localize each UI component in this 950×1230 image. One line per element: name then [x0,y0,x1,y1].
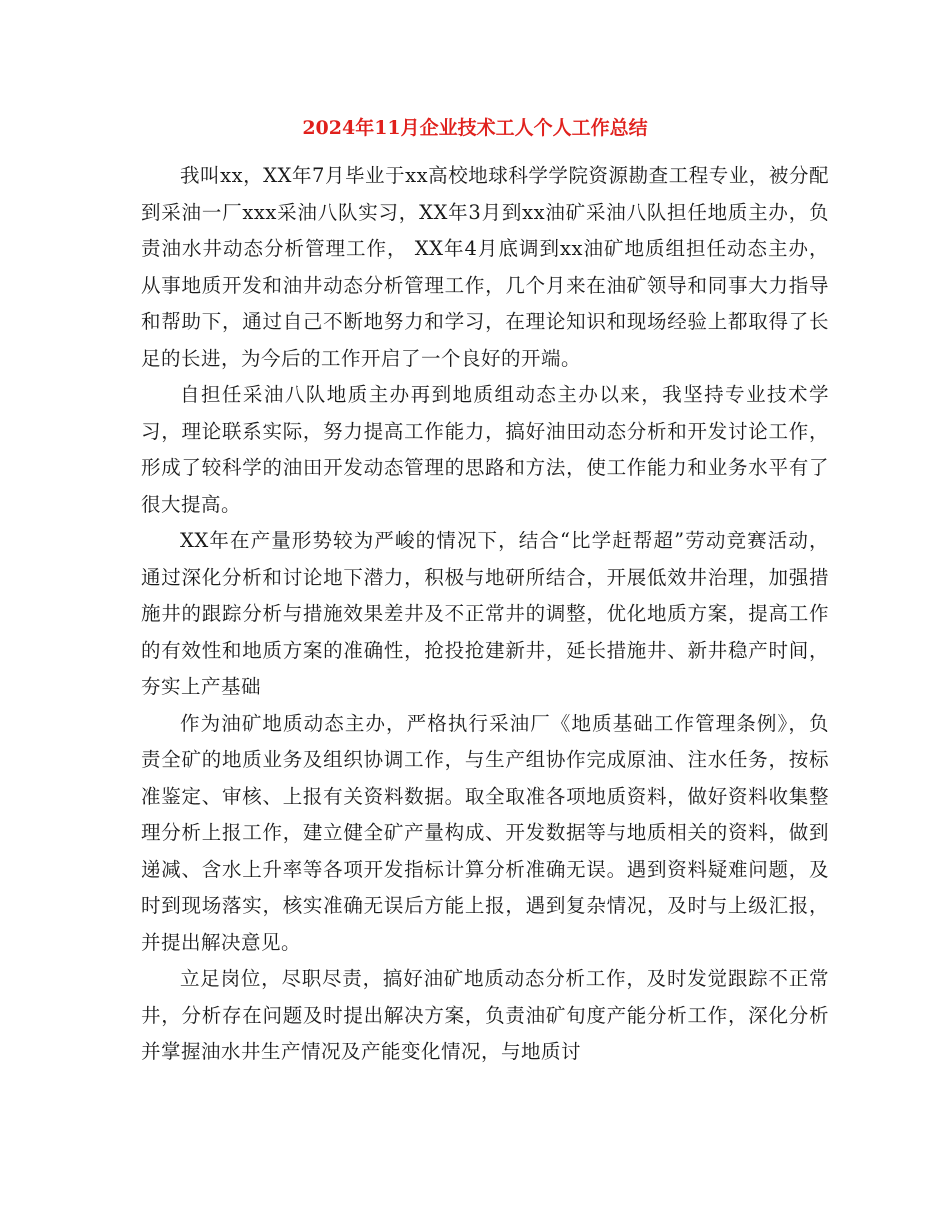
paragraph-1: 我叫xx，XX年7月毕业于xx高校地球科学学院资源勘查工程专业，被分配到采油一厂xxx采油八队实习，XX年3月到xx油矿采油八队担任地质主办，负责油水井动态分析管理工作， XX年4月底调到xx油矿地质组担任动态主办，从事地质开发和油井动态分析管理工作，几个月来在油矿领导和同事大力指导和帮助下，通过自己不断地努力和学习，在理论知识和现场经验上都取得了长足的长进，为今后的工作开启了一个良好的开端。 [141,164,829,370]
paragraph-5: 立足岗位，尽职尽责，搞好油矿地质动态分析工作，及时发觉跟踪不正常井，分析存在问题及时提出解决方案，负责油矿旬度产能分析工作，深化分析并掌握油水井生产情况及产能变化情况，与地质讨 [141,967,829,1063]
document-title: 2024年11月企业技术工人个人工作总结 [302,117,648,139]
paragraph-2: 自担任采油八队地质主办再到地质组动态主办以来，我坚持专业技术学习，理论联系实际，努力提高工作能力，搞好油田动态分析和开发讨论工作，形成了较科学的油田开发动态管理的思路和方法，使工作能力和业务水平有了很大提高。 [141,383,829,516]
document-body [141,158,829,1071]
paragraph-3: XX年在产量形势较为严峻的情况下，结合“比学赶帮超”劳动竞赛活动，通过深化分析和讨论地下潜力，积极与地研所结合，开展低效井治理，加强措施井的跟踪分析与措施效果差井及不正常井的调整，优化地质方案，提高工作的有效性和地质方案的准确性，抢投抢建新井，延长措施井、新井稳产时间，夯实上产基础 [141,529,829,698]
paragraph-4: 作为油矿地质动态主办，严格执行采油厂《地质基础工作管理条例》，负责全矿的地质业务及组织协调工作，与生产组协作完成原油、注水任务，按标准鉴定、审核、上报有关资料数据。取全取准各项地质资料，做好资料收集整理分析上报工作，建立健全矿产量构成、开发数据等与地质相关的资料，做到递减、含水上升率等各项开发指标计算分析准确无误。遇到资料疑难问题，及时到现场落实，核实准确无误后方能上报，遇到复杂情况，及时与上级汇报，并提出解决意见。 [141,711,829,954]
